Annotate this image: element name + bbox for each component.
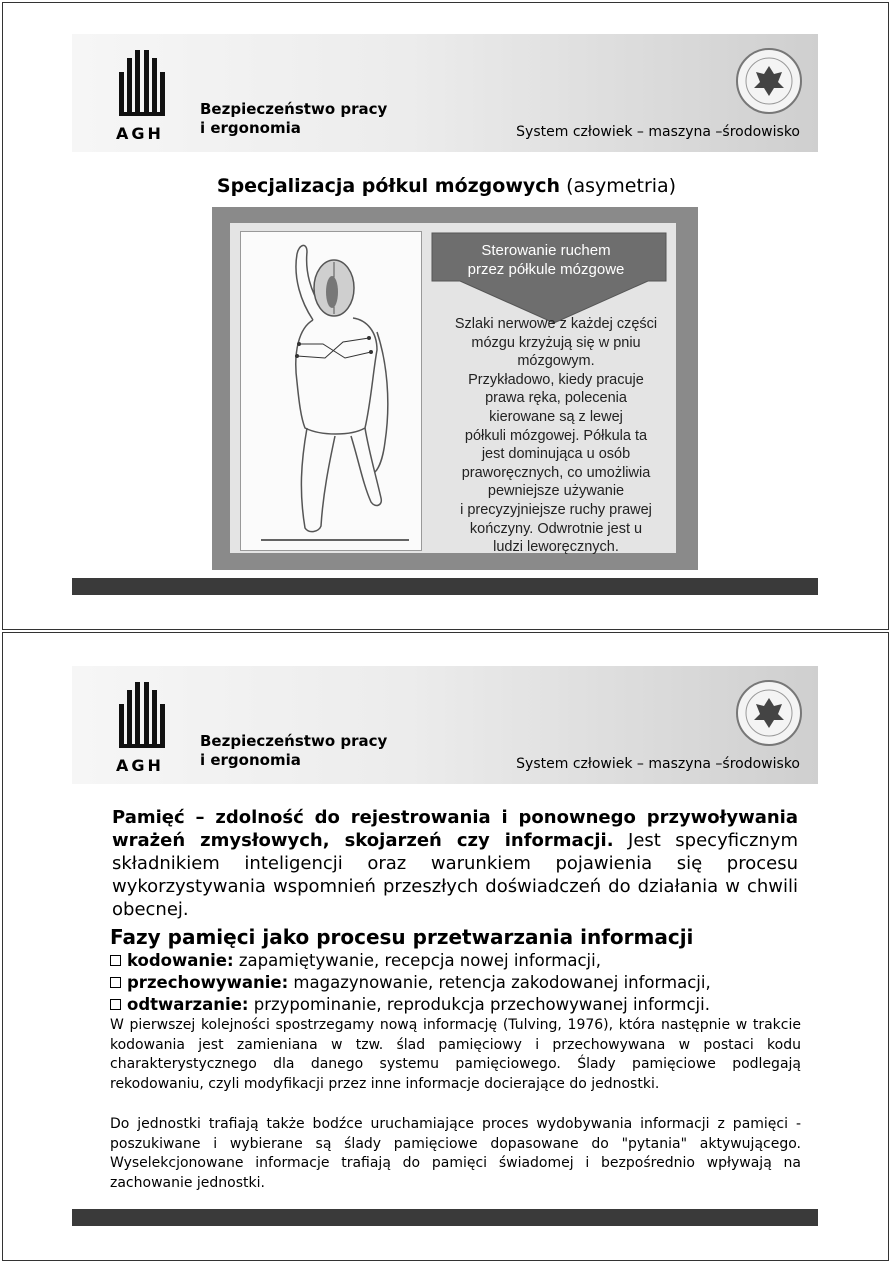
figure-line: pewniejsze używanie [487, 483, 625, 500]
course-title-line1: Bezpieczeństwo pracy [200, 732, 388, 750]
phase-desc: magazynowanie, retencja zakodowanej informacji, [288, 973, 711, 992]
phase-term: odtwarzanie: [127, 995, 249, 1014]
phase-desc: zapamiętywanie, recepcja nowej informacji, [233, 951, 601, 970]
phases-heading: Fazy pamięci jako procesu przetwarzania informacji [110, 925, 694, 949]
figure-line: ludzi leworęcznych. [493, 539, 619, 556]
paragraph-retrieval: Do jednostki trafiają także bodźce uruchamiające proces wydobywania informacji z pamięci - poszukiwane i wybierane są ślady pamięciowe dopasowane do "pytania" aktywującego. Wyselekcjonowane informacje trafiają do pamięci świadomej i bezpośrednio wpływają na zachowanie jednostki. [110, 1116, 801, 1191]
phase-item-retrieval [110, 995, 710, 1014]
system-label: System człowiek – maszyna –środowisko [516, 124, 800, 140]
paragraph-encoding: W pierwszej kolejności spostrzegamy nową informację (Tulving, 1976), która następnie w trakcie kodowania jest zamieniana w tzw. ślad pamięciowy i przechowywana w postaci kodu charakterystycznego dla danego systemu pamięciowego. Ślady pamięciowe podlegają rekodowaniu, czyli modyfikacji przez inne informacje docierające do jednostki. [110, 1017, 801, 1092]
phase-item-encoding [110, 951, 601, 970]
checkbox-icon [110, 977, 121, 988]
phase-term: przechowywanie: [127, 973, 289, 992]
phase-item-storage [110, 973, 711, 992]
slide-1-title-bold: Specjalizacja półkul mózgowych [216, 175, 561, 197]
course-title-line2: i ergonomia [200, 119, 301, 137]
phase-term: kodowanie: [127, 951, 234, 970]
human-body-icon [241, 232, 421, 550]
figure-line: kończyny. Odwrotnie jest u [469, 520, 643, 537]
course-title-line1: Bezpieczeństwo pracy [200, 100, 388, 118]
figure-line: Przykładowo, kiedy pracuje [468, 371, 644, 388]
slide-1-title [0, 175, 893, 197]
agh-logo-text: AGH [116, 756, 164, 775]
memory-definition-bold: Pamięć – zdolność do rejestrowania i ponownego przywoływania wrażeń zmysłowych, skojarzeń czy informacji. [112, 807, 798, 851]
phase-desc: przypominanie, reprodukcja przechowywanej informcji. [248, 995, 710, 1014]
figure-line: jest dominująca u osób [481, 446, 631, 463]
figure-inner-panel [230, 223, 676, 556]
university-seal-icon [734, 678, 804, 748]
figure-line: Szlaki nerwowe z każdej części [454, 316, 658, 332]
slide-1-header [72, 34, 818, 152]
memory-definition-text: Jest specyficznym składnikiem inteligencji oraz warunkiem pojawienia się procesu wykorzystywania wspomnień przeszłych doświadczeń do działania w chwili obecnej. [112, 830, 798, 920]
checkbox-icon [110, 955, 121, 966]
figure-line: mózgowym. [517, 353, 595, 370]
agh-logo-text: AGH [116, 124, 164, 143]
course-title-line2: i ergonomia [200, 751, 301, 769]
university-seal-icon [734, 46, 804, 116]
hemisphere-figure [212, 207, 698, 570]
course-title [200, 100, 387, 138]
figure-line: praworęcznych, co umożliwia [461, 464, 651, 481]
figure-line: i precyzyjniejsze ruchy prawej [460, 501, 652, 518]
checkbox-icon [110, 999, 121, 1010]
slide-2-header [72, 666, 818, 784]
figure-line: mózgu krzyżują się w pniu [471, 334, 641, 351]
slide-2-footer-bar [72, 1209, 818, 1226]
memory-definition [112, 806, 798, 921]
slide-1-title-normal: (asymetria) [560, 175, 677, 197]
figure-description [442, 315, 670, 557]
figure-line: półkuli mózgowej. Półkula ta [464, 427, 648, 444]
figure-line: kierowane są z lewej [489, 408, 623, 425]
slide-1-footer-bar [72, 578, 818, 595]
body-illustration [240, 231, 422, 551]
figure-line: prawa ręka, polecenia [485, 390, 627, 407]
course-title [200, 732, 387, 770]
system-label: System człowiek – maszyna –środowisko [516, 756, 800, 772]
arrow-label: Sterowanie ruchem przez półkule mózgowe [467, 242, 625, 278]
